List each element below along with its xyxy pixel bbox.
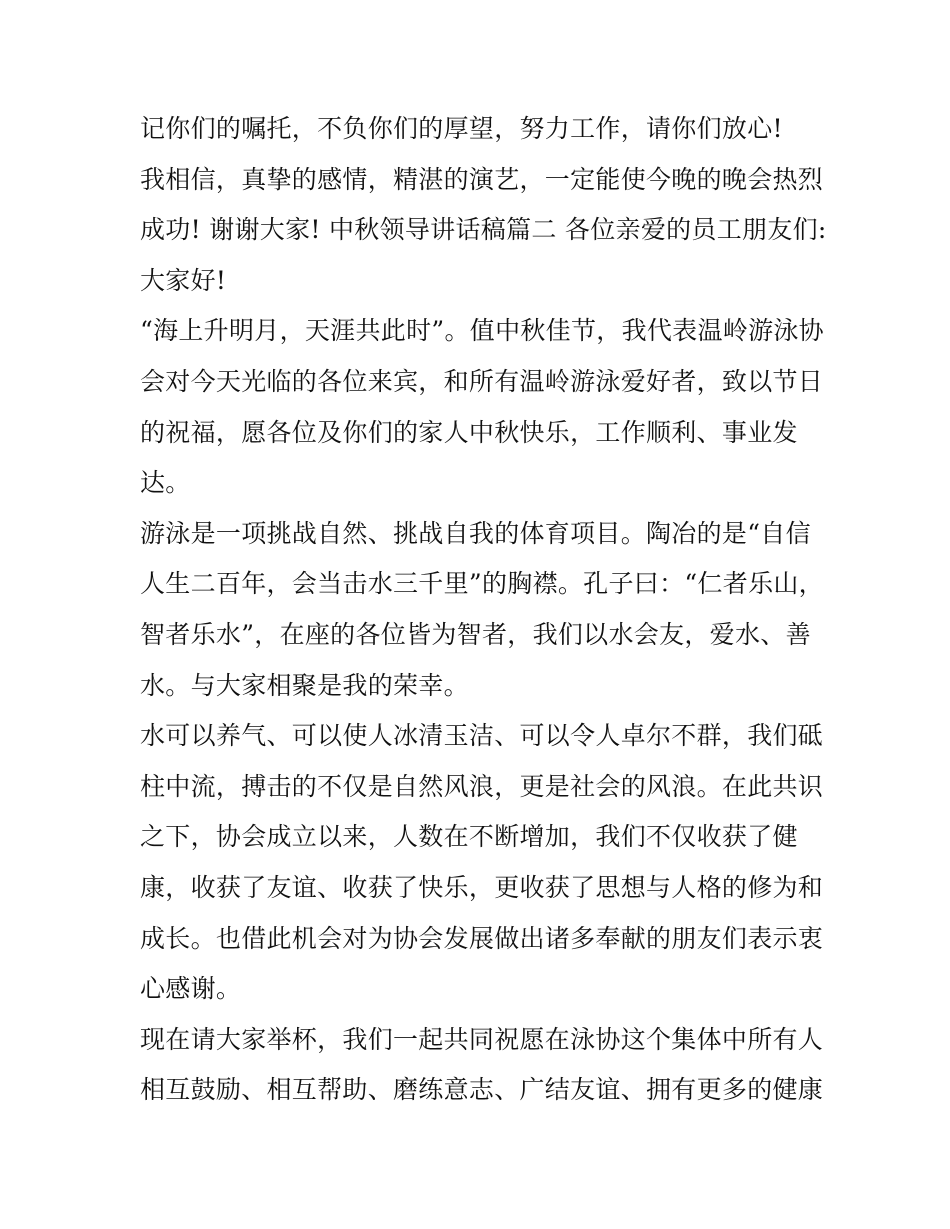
text-line: “海上升明月，天涯共此时”。值中秋佳节，我代表温岭游泳协	[140, 316, 824, 346]
text-line: 我相信，真挚的感情，精湛的演艺，一定能使今晚的晚会热烈	[140, 164, 824, 194]
speech-text	[140, 104, 830, 1116]
text-line: 游泳是一项挑战自然、挑战自我的体育项目。陶冶的是“自信	[140, 518, 811, 548]
text-line: 心感谢。	[140, 974, 242, 1004]
text-line: 水可以养气、可以使人冰清玉洁、可以令人卓尔不群，我们砥	[140, 721, 824, 751]
text-line: 成功! 谢谢大家! 中秋领导讲话稿篇二 各位亲爱的员工朋友们:	[140, 215, 827, 245]
text-line: 人生二百年，会当击水三千里”的胸襟。孔子曰：“仁者乐山，	[140, 569, 824, 599]
text-line: 的祝福，愿各位及你们的家人中秋快乐，工作顺利、事业发	[140, 417, 798, 447]
text-line: 记你们的嘱托，不负你们的厚望，努力工作，请你们放心!	[140, 114, 783, 143]
text-line: 相互鼓励、相互帮助、磨练意志、广结友谊、拥有更多的健康	[140, 1075, 824, 1105]
text-line: 智者乐水”，在座的各位皆为智者，我们以水会友，爱水、善	[140, 619, 811, 649]
text-line: 成长。也借此机会对为协会发展做出诸多奉献的朋友们表示衷	[140, 923, 824, 953]
text-line: 会对今天光临的各位来宾，和所有温岭游泳爱好者，致以节日	[140, 366, 824, 396]
text-line: 柱中流，搏击的不仅是自然风浪，更是社会的风浪。在此共识	[140, 771, 824, 801]
text-line: 之下，协会成立以来，人数在不断增加，我们不仅收获了健	[140, 822, 798, 852]
text-line: 康，收获了友谊、收获了快乐，更收获了思想与人格的修为和	[140, 872, 824, 902]
text-line: 水。与大家相聚是我的荣幸。	[140, 670, 469, 700]
text-line: 大家好!	[140, 265, 227, 295]
text-line: 达。	[140, 468, 191, 498]
text-line: 现在请大家举杯，我们一起共同祝愿在泳协这个集体中所有人	[140, 1024, 824, 1054]
